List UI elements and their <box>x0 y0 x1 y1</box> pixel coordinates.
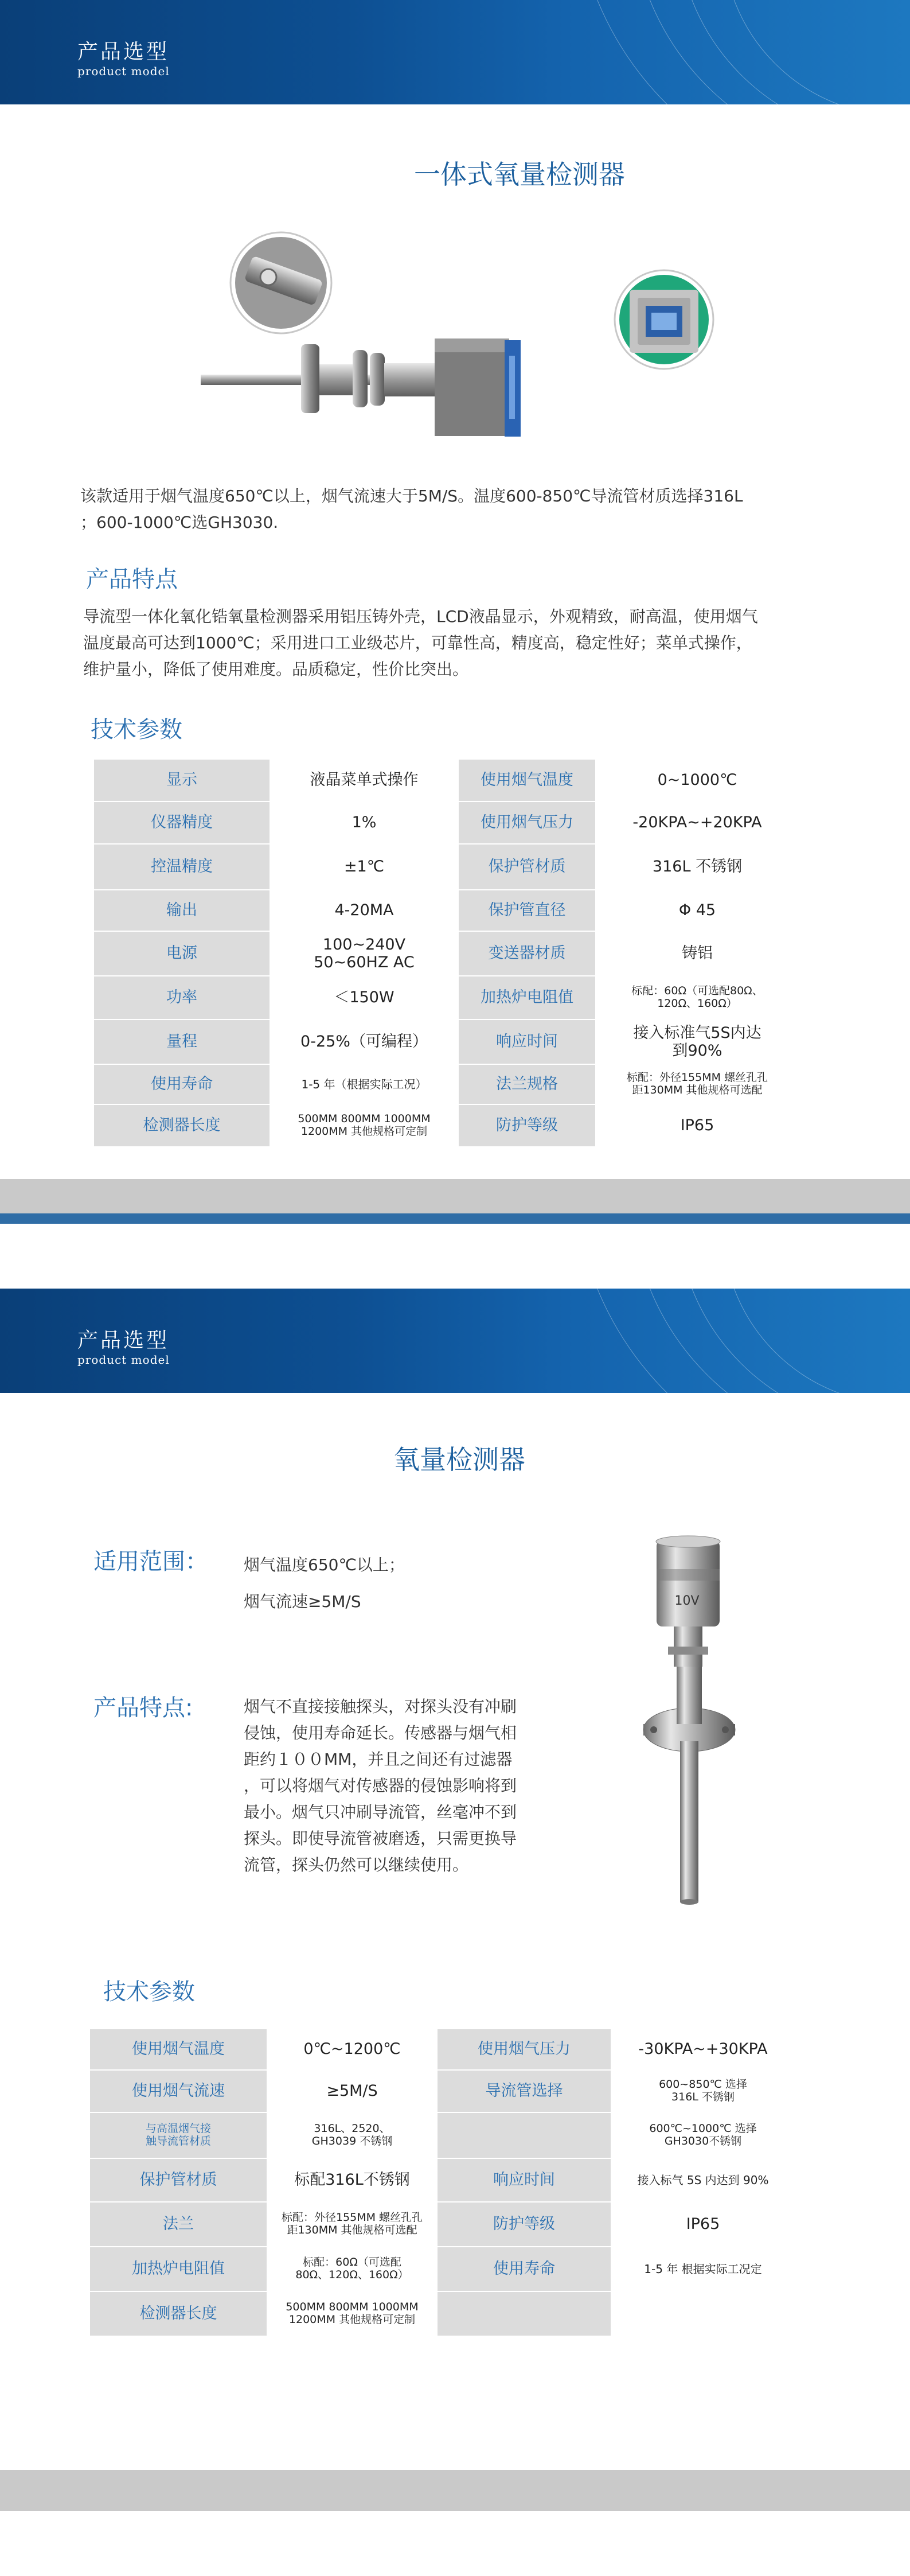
table-row <box>89 2029 795 2070</box>
table-row <box>93 759 799 801</box>
spec-label-empty <box>437 2112 611 2158</box>
table-row <box>93 801 799 844</box>
probe-label: 10V <box>674 1594 700 1608</box>
spec-value: ±1℃ <box>270 844 458 890</box>
spec-label: 量程 <box>93 1019 270 1064</box>
spec-label: 保护管材质 <box>89 2158 267 2202</box>
features-line: 导流型一体化氧化锆氧量检测器采用铝压铸外壳，LCD液晶显示，外观精致，耐高温，使用烟气 <box>83 607 758 626</box>
spec-value: ≥5M/S <box>267 2070 437 2112</box>
spec-value: 1-5 年（根据实际工况） <box>270 1064 458 1104</box>
spec-value: 液晶菜单式操作 <box>270 759 458 801</box>
features-heading: 产品特点: <box>93 1695 193 1721</box>
spec-label: 输出 <box>93 890 270 931</box>
features-line: 距约１００MM，并且之间还有过滤器 <box>244 1750 513 1769</box>
table-row <box>93 1064 799 1104</box>
spec-value: 1-5 年 根据实际工况定 <box>611 2247 795 2291</box>
spec-value: 316L、2520、 GH3039 不锈钢 <box>267 2112 437 2158</box>
features-line: ，可以将烟气对传感器的侵蚀影响将到 <box>244 1776 517 1795</box>
spec-label: 响应时间 <box>458 1019 596 1064</box>
spec-value: 接入标准气5S内达 到90% <box>596 1019 799 1064</box>
table-row <box>89 2291 795 2336</box>
spec-table <box>93 758 799 1147</box>
spec-label: 使用烟气温度 <box>89 2029 267 2070</box>
spec-label: 仪器精度 <box>93 801 270 844</box>
table-row <box>89 2070 795 2112</box>
spec-label: 保护管直径 <box>458 890 596 931</box>
features-line: 温度最高可达到1000℃；采用进口工业级芯片，可靠性高，精度高，稳定性好；菜单式操作， <box>83 633 752 652</box>
section-banner <box>0 1289 910 1393</box>
section-divider-accent <box>0 1213 910 1224</box>
spec-value: 标配：外径155MM 螺丝孔孔 距130MM 其他规格可选配 <box>267 2202 437 2247</box>
table-row <box>93 976 799 1019</box>
product-title: 氧量检测器 <box>393 1444 525 1475</box>
spec-label: 使用烟气压力 <box>437 2029 611 2070</box>
table-row <box>89 2112 795 2158</box>
features-line: 侵蚀，使用寿命延长。传感器与烟气相 <box>244 1723 517 1742</box>
spec-value: ＜150W <box>270 976 458 1019</box>
spec-value: 600~850℃ 选择 316L 不锈钢 <box>611 2070 795 2112</box>
params-heading: 技术参数 <box>91 717 182 743</box>
product-photo-oxygen-probe <box>625 1535 740 1913</box>
spec-label: 法兰 <box>89 2202 267 2247</box>
features-text <box>244 1694 517 1878</box>
spec-label: 使用烟气流速 <box>89 2070 267 2112</box>
spec-value: 0℃~1200℃ <box>267 2029 437 2070</box>
spec-label: 显示 <box>93 759 270 801</box>
spec-value: 接入标气 5S 内达到 90% <box>611 2158 795 2202</box>
spec-label: 使用烟气压力 <box>458 801 596 844</box>
banner-title-en: product model <box>77 64 170 78</box>
spec-label: 防护等级 <box>437 2202 611 2247</box>
spec-value: 4-20MA <box>270 890 458 931</box>
table-row <box>89 2158 795 2202</box>
features-line: 维护量小，降低了使用难度。品质稳定，性价比突出。 <box>83 660 469 679</box>
spec-label: 与高温烟气接 触导流管材质 <box>89 2112 267 2158</box>
spec-label: 导流管选择 <box>437 2070 611 2112</box>
spec-label: 使用烟气温度 <box>458 759 596 801</box>
features-line: 探头。即使导流管被磨透，只需更换导 <box>244 1829 517 1848</box>
spec-value: 100~240V 50~60HZ AC <box>270 931 458 976</box>
spec-label: 检测器长度 <box>93 1104 270 1147</box>
scope-line: 烟气流速≥5M/S <box>244 1592 361 1611</box>
banner-title-cn: 产品选型 <box>77 1329 170 1352</box>
spec-label: 使用寿命 <box>437 2247 611 2291</box>
footer-band <box>0 2470 910 2511</box>
spec-label: 防护等级 <box>458 1104 596 1147</box>
spec-label: 响应时间 <box>437 2158 611 2202</box>
spec-value: IP65 <box>596 1104 799 1147</box>
table-row <box>89 2247 795 2291</box>
table-row <box>93 1019 799 1064</box>
section-divider <box>0 1179 910 1213</box>
spec-label: 检测器长度 <box>89 2291 267 2336</box>
spec-value: 0-25%（可编程） <box>270 1019 458 1064</box>
spec-label: 保护管材质 <box>458 844 596 890</box>
params-heading: 技术参数 <box>103 1979 195 2005</box>
spec-label: 控温精度 <box>93 844 270 890</box>
banner-title-en: product model <box>77 1353 170 1367</box>
spec-label: 变送器材质 <box>458 931 596 976</box>
spec-table <box>89 2028 795 2337</box>
features-line: 烟气不直接接触探头，对探头没有冲刷 <box>244 1697 517 1716</box>
table-row <box>93 1104 799 1147</box>
features-line: 最小。烟气只冲刷导流管，丝毫冲不到 <box>244 1803 517 1822</box>
spec-label: 功率 <box>93 976 270 1019</box>
spec-label: 加热炉电阻值 <box>458 976 596 1019</box>
spec-value: 标配：外径155MM 螺丝孔孔 距130MM 其他规格可选配 <box>596 1064 799 1104</box>
banner-title-cn: 产品选型 <box>77 40 170 64</box>
spec-value: 标配316L不锈钢 <box>267 2158 437 2202</box>
spec-value: 标配：60Ω（可选配 80Ω、120Ω、160Ω） <box>267 2247 437 2291</box>
spec-label: 电源 <box>93 931 270 976</box>
table-row <box>89 2202 795 2247</box>
spec-value: 1% <box>270 801 458 844</box>
spec-value: -30KPA~+30KPA <box>611 2029 795 2070</box>
spec-value: 600℃~1000℃ 选择 GH3030不锈钢 <box>611 2112 795 2158</box>
spec-value: 铸铝 <box>596 931 799 976</box>
product-title: 一体式氧量检测器 <box>414 159 625 190</box>
spec-value: 0~1000℃ <box>596 759 799 801</box>
scope-text <box>244 1547 405 1620</box>
section-banner <box>0 0 910 104</box>
intro-line: 该款适用于烟气温度650℃以上，烟气流速大于5M/S。温度600-850℃导流管材质选择316L <box>80 487 743 505</box>
spec-value: 500MM 800MM 1000MM 1200MM 其他规格可定制 <box>270 1104 458 1147</box>
spec-label: 法兰规格 <box>458 1064 596 1104</box>
product-intro <box>80 483 843 536</box>
spec-label: 加热炉电阻值 <box>89 2247 267 2291</box>
table-row <box>93 844 799 890</box>
spec-label-empty <box>437 2291 611 2336</box>
features-line: 流管，探头仍然可以继续使用。 <box>244 1855 469 1874</box>
scope-heading: 适用范围： <box>93 1548 208 1575</box>
spec-value-empty <box>611 2291 795 2336</box>
features-heading: 产品特点 <box>86 566 178 593</box>
product-photo-integrated-analyzer <box>189 227 717 462</box>
intro-line: ；600-1000℃选GH3030. <box>80 513 279 532</box>
spec-value: 500MM 800MM 1000MM 1200MM 其他规格可定制 <box>267 2291 437 2336</box>
spec-value: Φ 45 <box>596 890 799 931</box>
table-row <box>93 931 799 976</box>
table-row <box>93 890 799 931</box>
spec-value: -20KPA~+20KPA <box>596 801 799 844</box>
features-text <box>83 604 846 683</box>
spec-label: 使用寿命 <box>93 1064 270 1104</box>
spec-value: IP65 <box>611 2202 795 2247</box>
spec-value: 316L 不锈钢 <box>596 844 799 890</box>
scope-line: 烟气温度650℃以上； <box>244 1555 405 1574</box>
spec-value: 标配：60Ω（可选配80Ω、 120Ω、160Ω） <box>596 976 799 1019</box>
